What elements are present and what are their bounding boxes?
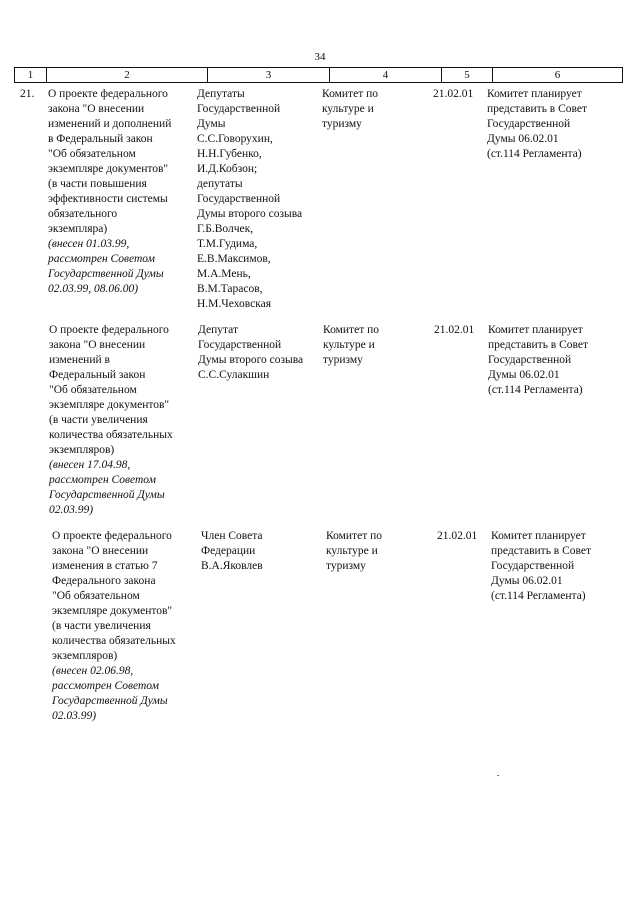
bill-title-line: изменений и дополнений	[48, 118, 172, 130]
author-line: Федерации	[201, 545, 256, 557]
bill-title	[49, 323, 173, 518]
bill-authors	[198, 323, 303, 383]
bill-title-line: экземпляра)	[48, 223, 108, 235]
status-line: Комитет планирует	[488, 324, 583, 336]
column-header-6: 6	[554, 69, 561, 81]
author-line: Н.М.Чеховская	[197, 298, 272, 310]
bill-title-line: (в части повышения	[48, 178, 147, 190]
page-number: 34	[314, 51, 326, 63]
bill-title-line: в Федеральный закон	[48, 133, 153, 145]
author-line: В.А.Яковлев	[201, 560, 263, 572]
status-line: представить в Совет	[488, 339, 589, 351]
author-line: Т.М.Гудима,	[197, 238, 258, 250]
submission-note-line: Государственной Думы	[52, 695, 168, 707]
author-line: Е.В.Максимов,	[197, 253, 271, 265]
author-line: И.Д.Кобзон;	[197, 163, 258, 175]
bill-title-line: изменений в	[49, 354, 110, 366]
status-line: (ст.114 Регламента)	[491, 590, 586, 602]
author-line: Думы второго созыва	[198, 354, 304, 366]
bill-title-line: Федеральный закон	[49, 369, 146, 381]
author-line: Государственной	[198, 339, 282, 351]
committee-line: Комитет по	[323, 324, 379, 336]
status-line: Государственной	[488, 354, 572, 366]
bill-title-line: изменения в статью 7	[52, 560, 158, 572]
bill-title-line: "Об обязательном	[48, 148, 136, 160]
bill-title-line: О проекте федерального	[49, 324, 169, 336]
submission-note-line: 02.03.99)	[52, 710, 97, 722]
author-line: Думы	[197, 118, 226, 130]
author-line: депутаты	[197, 178, 243, 190]
author-line: Государственной	[197, 193, 281, 205]
status-line: Думы 06.02.01	[487, 133, 559, 145]
author-line: Депутаты	[197, 88, 245, 100]
entry-number: 21.	[20, 88, 35, 100]
submission-note-line: Государственной Думы	[48, 268, 164, 280]
column-header-1: 1	[15, 68, 47, 82]
bill-authors	[201, 529, 263, 574]
submission-note-line: (внесен 17.04.98,	[49, 459, 131, 471]
status-line: (ст.114 Регламента)	[487, 148, 582, 160]
bill-title-line: закона "О внесении	[52, 545, 149, 557]
submission-note-line: рассмотрен Советом	[49, 474, 156, 486]
bill-title	[52, 529, 176, 724]
committee-line: культуре и	[322, 103, 374, 115]
status-line: Думы 06.02.01	[491, 575, 563, 587]
status-note	[487, 87, 587, 162]
status-line: Государственной	[487, 118, 571, 130]
column-header-3: 3	[208, 68, 330, 82]
status-line: (ст.114 Регламента)	[488, 384, 583, 396]
status-note	[488, 323, 588, 398]
bill-authors	[197, 87, 302, 312]
submission-note-line: (внесен 01.03.99,	[48, 238, 130, 250]
planned-date: 21.02.01	[433, 88, 474, 100]
bill-title-line: количества обязательных	[49, 429, 173, 441]
bill-title-line: закона "О внесении	[49, 339, 146, 351]
status-note	[491, 529, 591, 604]
committee-line: туризму	[322, 118, 362, 130]
bill-title-line: экземпляре документов"	[52, 605, 173, 617]
bill-title-line: количества обязательных	[52, 635, 176, 647]
author-line: Думы второго созыва	[197, 208, 303, 220]
column-header-row	[14, 67, 623, 83]
bill-title-line: (в части увеличения	[52, 620, 151, 632]
bill-title-line: О проекте федерального	[48, 88, 168, 100]
bill-title-line: (в части увеличения	[49, 414, 148, 426]
column-header-2: 2	[47, 68, 208, 82]
author-line: С.С.Говорухин,	[197, 133, 273, 145]
bill-title-line: экземпляров)	[52, 650, 118, 662]
committee-line: культуре и	[326, 545, 378, 557]
scan-speck	[497, 775, 499, 776]
submission-note-line: 02.03.99)	[49, 504, 94, 516]
status-line: Государственной	[491, 560, 575, 572]
author-line: Депутат	[198, 324, 238, 336]
responsible-committee	[326, 529, 382, 574]
responsible-committee	[323, 323, 379, 368]
submission-note-line: Государственной Думы	[49, 489, 165, 501]
committee-line: туризму	[326, 560, 366, 572]
bill-title-line: О проекте федерального	[52, 530, 172, 542]
bill-title-line: "Об обязательном	[52, 590, 140, 602]
author-line: С.С.Сулакшин	[198, 369, 270, 381]
column-header-5: 5	[442, 68, 493, 82]
committee-line: туризму	[323, 354, 363, 366]
bill-title	[48, 87, 171, 297]
bill-title-line: эффективности системы	[48, 193, 168, 205]
bill-title-line: обязательного	[48, 208, 118, 220]
author-line: В.М.Тарасов,	[197, 283, 263, 295]
submission-note-line: (внесен 02.06.98,	[52, 665, 134, 677]
status-line: Комитет планирует	[491, 530, 586, 542]
column-header-4: 4	[330, 68, 442, 82]
committee-line: Комитет по	[322, 88, 378, 100]
author-line: Государственной	[197, 103, 281, 115]
author-line: М.А.Мень,	[197, 268, 251, 280]
bill-title-line: Федерального закона	[52, 575, 156, 587]
status-line: представить в Совет	[491, 545, 592, 557]
bill-title-line: экземпляров)	[49, 444, 115, 456]
author-line: Член Совета	[201, 530, 263, 542]
submission-note-line: 02.03.99, 08.06.00)	[48, 283, 139, 295]
responsible-committee	[322, 87, 378, 132]
status-line: Комитет планирует	[487, 88, 582, 100]
author-line: Г.Б.Волчек,	[197, 223, 254, 235]
bill-title-line: "Об обязательном	[49, 384, 137, 396]
status-line: Думы 06.02.01	[488, 369, 560, 381]
author-line: Н.Н.Губенко,	[197, 148, 262, 160]
committee-line: культуре и	[323, 339, 375, 351]
committee-line: Комитет по	[326, 530, 382, 542]
submission-note-line: рассмотрен Советом	[48, 253, 155, 265]
status-line: представить в Совет	[487, 103, 588, 115]
planned-date: 21.02.01	[434, 324, 475, 336]
submission-note-line: рассмотрен Советом	[52, 680, 159, 692]
bill-title-line: закона "О внесении	[48, 103, 145, 115]
bill-title-line: экземпляре документов"	[49, 399, 170, 411]
bill-title-line: экземпляре документов"	[48, 163, 169, 175]
planned-date: 21.02.01	[437, 530, 478, 542]
